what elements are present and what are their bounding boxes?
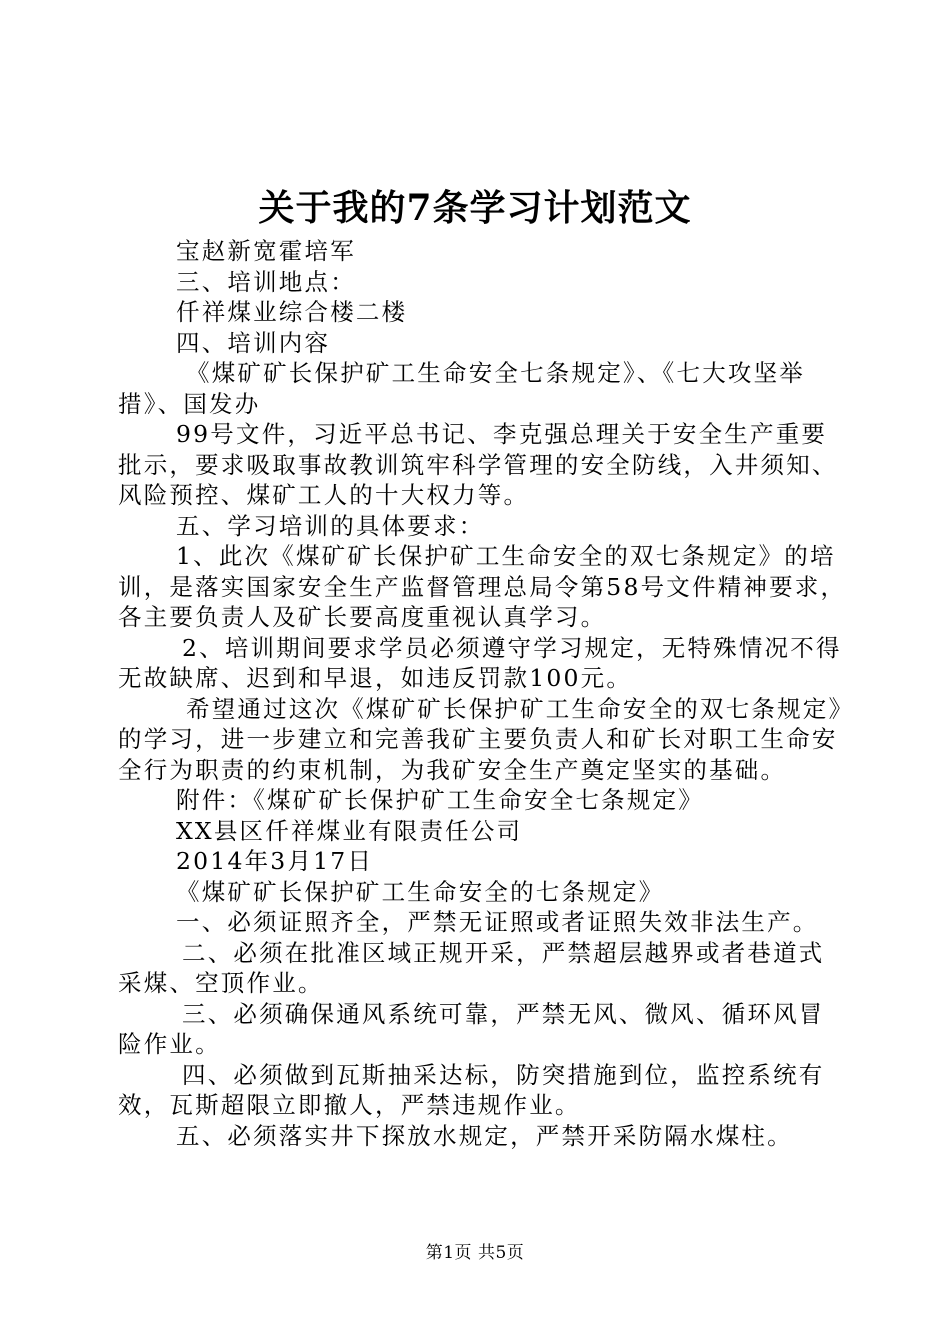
paragraph-requirement-1: 1、此次《煤矿矿长保护矿工生命安全的双七条规定》的培训，是落实国家安全生产监督管理总局令第58号文件精神要求，各主要负责人及矿长要高度重视认真学习。 — [118, 542, 847, 631]
paragraph-requirement-2: 2、培训期间要求学员必须遵守学习规定，无特殊情况不得无故缺席、迟到和早退，如违反罚款100元。 — [118, 633, 842, 692]
paragraph-regulation-5: 五、必须落实井下探放水规定，严禁开采防隔水煤柱。 — [176, 1121, 793, 1150]
document-body — [118, 236, 848, 1151]
paragraph-names: 宝赵新宽霍培军 — [176, 237, 356, 265]
paragraph-training-location: 仟祥煤业综合楼二楼 — [176, 298, 408, 326]
paragraph-regulations-title: 《煤矿矿长保护矿工生命安全的七条规定》 — [176, 877, 665, 906]
paragraph-training-content-detail: 99号文件，习近平总书记、李克强总理关于安全生产重要批示，要求吸取事故教训筑牢科学管理的安全防线，入井须知、风险预控、煤矿工人的十大权力等。 — [118, 420, 838, 509]
paragraph-company: XX县区仟祥煤业有限责任公司 — [176, 816, 523, 845]
paragraph-regulation-1: 一、必须证照齐全，严禁无证照或者证照失效非法生产。 — [176, 908, 819, 936]
paragraph-attachment: 附件：《煤矿矿长保护矿工生命安全七条规定》 — [176, 786, 704, 814]
paragraph-training-content: 《煤矿矿长保护矿工生命安全七条规定》、《七大攻坚举措》、国发办 — [118, 359, 805, 418]
page-footer: 第1页 共5页 — [425, 1243, 525, 1263]
document-title: 关于我的7条学习计划范文 — [258, 187, 692, 229]
paragraph-regulation-4: 四、必须做到瓦斯抽采达标，防突措施到位，监控系统有效，瓦斯超限立即撤人，严禁违规作业。 — [118, 1060, 825, 1119]
paragraph-hope: 希望通过这次《煤矿矿长保护矿工生命安全的双七条规定》的学习，进一步建立和完善我矿主要负责人和矿长对职工生命安全行为职责的约束机制，为我矿安全生产奠定坚实的基础。 — [118, 694, 843, 784]
paragraph-date: 2014年3月17日 — [176, 847, 374, 875]
paragraph-regulation-3: 三、必须确保通风系统可靠，严禁无风、微风、循环风冒险作业。 — [118, 999, 825, 1058]
paragraph-requirements-heading: 五、学习培训的具体要求： — [176, 511, 485, 540]
paragraph-training-location-heading: 三、培训地点： — [176, 267, 356, 296]
paragraph-regulation-2: 二、必须在批准区域正规开采，严禁超层越界或者巷道式采煤、空顶作业。 — [118, 938, 825, 997]
paragraph-training-content-heading: 四、培训内容 — [176, 328, 331, 357]
